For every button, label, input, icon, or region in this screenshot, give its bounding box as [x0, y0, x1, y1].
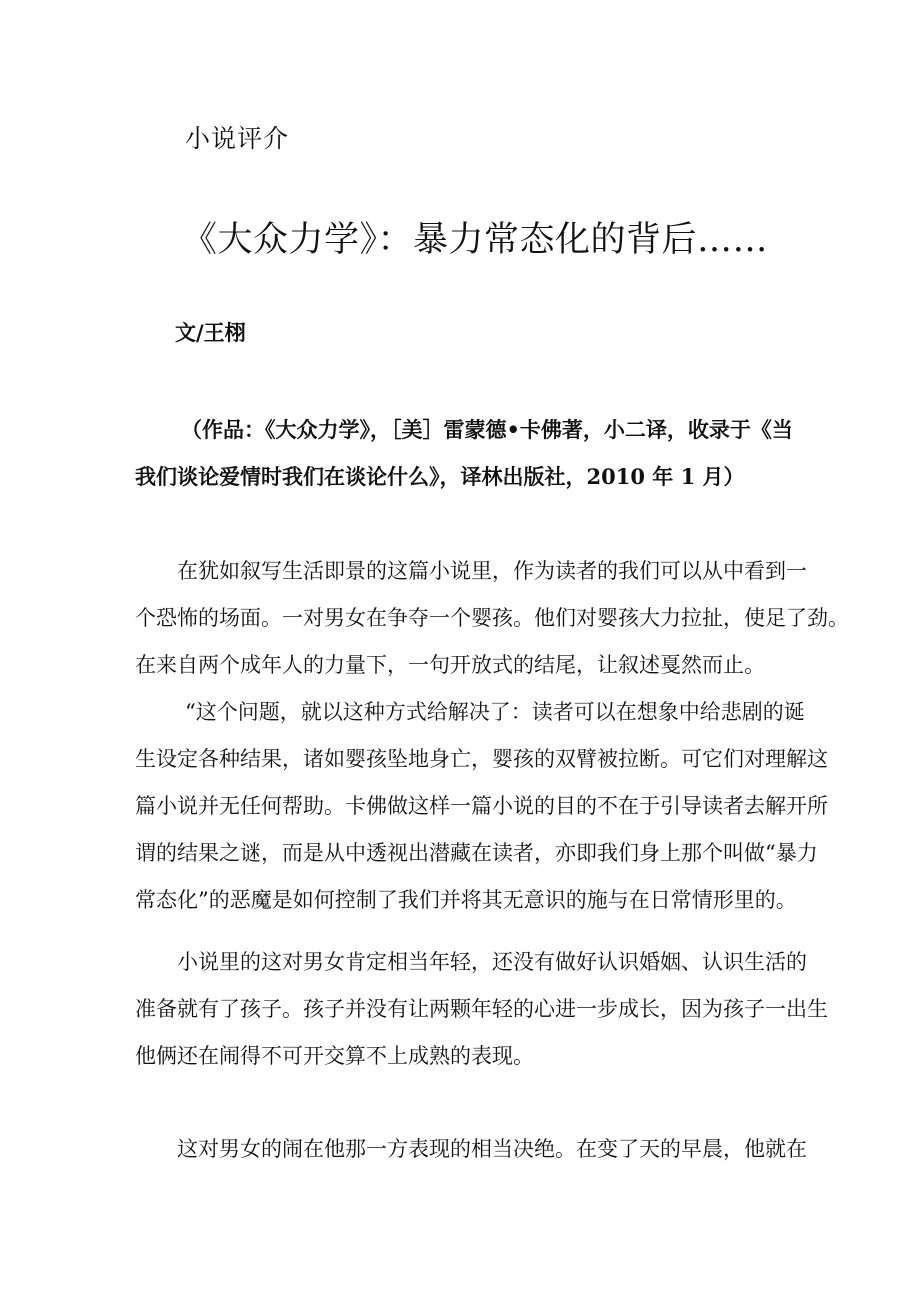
text-line: 小说里的这对男女肯定相当年轻，还没有做好认识婚姻、认识生活的	[177, 950, 807, 974]
category-label: 小说评介	[185, 124, 290, 153]
text-line: 生设定各种结果，诸如婴孩坠地身亡，婴孩的双臂被拉断。可它们对理解这	[135, 747, 828, 771]
paragraph-3	[135, 939, 828, 1080]
text-line: “这个问题，就以这种方式给解决了：读者可以在想象中给悲剧的诞	[185, 700, 805, 724]
article-title: 《大众力学》：暴力常态化的背后……	[182, 220, 769, 260]
author-byline: 文/王栩	[175, 320, 246, 345]
text-line: 在来自两个成年人的力量下，一句开放式的结尾，让叙述戛然而止。	[135, 653, 765, 677]
text-line: 他俩还在闹得不可开交算不上成熟的表现。	[135, 1044, 534, 1068]
text-line: 准备就有了孩子。孩子并没有让两颗年轻的心进一步成长，因为孩子一出生	[135, 997, 828, 1021]
text-line: 常态化”的恶魔是如何控制了我们并将其无意识的施与在日常情形里的。	[135, 888, 797, 912]
source-citation	[135, 406, 795, 500]
source-line: （作品：《大众力学》，［美］雷蒙德•卡佛著，小二译，收录于《当	[181, 417, 793, 442]
text-line: 个恐怖的场面。一对男女在争夺一个婴孩。他们对婴孩大力拉扯，使足了劲。	[135, 606, 849, 630]
text-line: 在犹如叙写生活即景的这篇小说里，作为读者的我们可以从中看到一	[177, 559, 807, 583]
paragraph-1	[135, 548, 849, 689]
source-line: 我们谈论爱情时我们在谈论什么》，译林出版社，2010 年 1 月）	[135, 464, 745, 489]
paragraph-4	[135, 1126, 807, 1173]
paragraph-2	[135, 689, 828, 924]
text-line: 这对男女的闹在他那一方表现的相当决绝。在变了天的早晨，他就在	[177, 1137, 807, 1161]
text-line: 谓的结果之谜，而是从中透视出潜藏在读者，亦即我们身上那个叫做“暴力	[135, 841, 818, 865]
text-line: 篇小说并无任何帮助。卡佛做这样一篇小说的目的不在于引导读者去解开所	[135, 794, 828, 818]
